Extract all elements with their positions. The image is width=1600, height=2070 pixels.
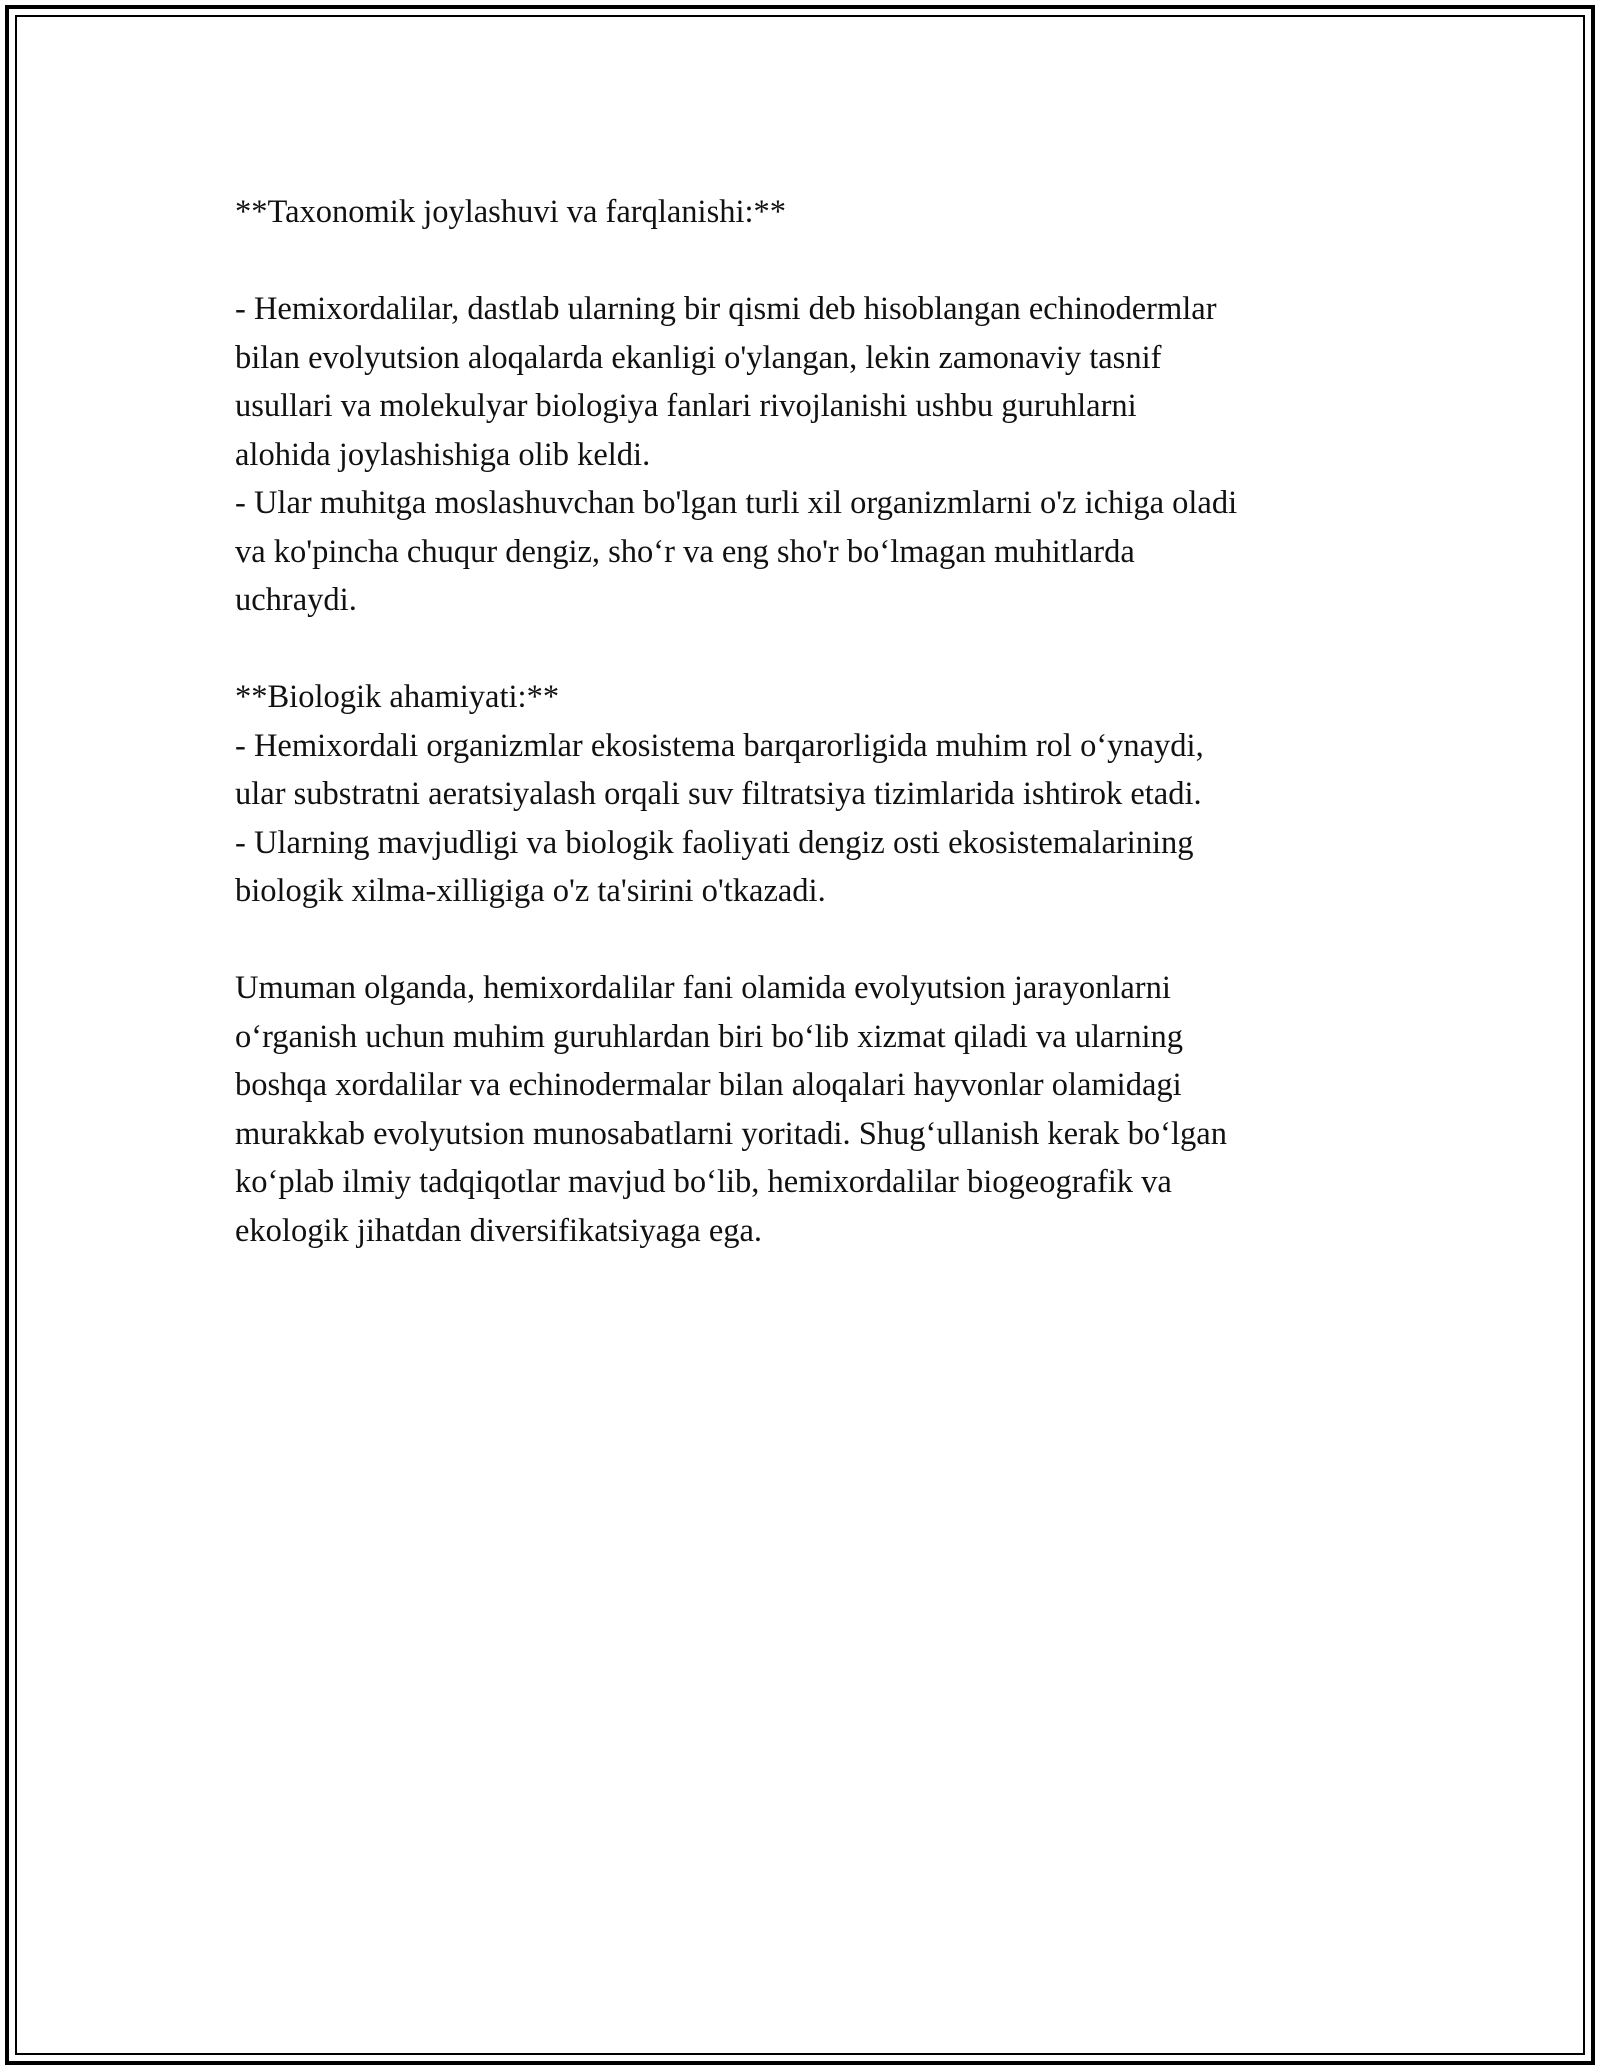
text-line: Umuman olganda, hemixordalilar fani olamida evolyutsion jarayonlarni bbox=[235, 970, 1171, 1006]
text-line: ko‘plab ilmiy tadqiqotlar mavjud bo‘lib, hemixordalilar biogeografik va bbox=[235, 1164, 1172, 1200]
text-line: - Hemixordali organizmlar ekosistema barqarorligida muhim rol o‘ynaydi, bbox=[235, 727, 1204, 764]
text-line: usullari va molekulyar biologiya fanlari rivojlanishi ushbu guruhlarni bbox=[235, 388, 1137, 424]
text-line: - Ular muhitga moslashuvchan bo'lgan turli xil organizmlarni o'z ichiga oladi bbox=[235, 485, 1238, 521]
section-heading-significance: **Biologik ahamiyati:** bbox=[235, 679, 560, 715]
document-body bbox=[235, 188, 1385, 1255]
blank-line bbox=[235, 916, 1385, 965]
text-line: - Ularning mavjudligi va biologik faoliyati dengiz osti ekosistemalarining bbox=[235, 824, 1194, 861]
text-line: murakkab evolyutsion munosabatlarni yoritadi. Shug‘ullanish kerak bo‘lgan bbox=[235, 1115, 1227, 1152]
text-line: boshqa xordalilar va echinodermalar bilan aloqalari hayvonlar olamidagi bbox=[235, 1067, 1182, 1103]
section-heading-taxonomy: **Taxonomik joylashuvi va farqlanishi:** bbox=[235, 194, 787, 230]
text-line: - Hemixordalilar, dastlab ularning bir qismi deb hisoblangan echinodermlar bbox=[235, 291, 1217, 327]
text-line: ekologik jihatdan diversifikatsiyaga ega. bbox=[235, 1212, 763, 1249]
text-line: biologik xilma-xilligiga o'z ta'sirini o'tkazadi. bbox=[235, 873, 826, 909]
text-line: uchraydi. bbox=[235, 582, 357, 618]
blank-line bbox=[235, 625, 1385, 674]
text-line: va ko'pincha chuqur dengiz, sho‘r va eng sho'r bo‘lmagan muhitlarda bbox=[235, 533, 1135, 570]
blank-line bbox=[235, 237, 1385, 286]
text-line: o‘rganish uchun muhim guruhlardan biri bo‘lib xizmat qiladi va ularning bbox=[235, 1018, 1184, 1055]
text-line: bilan evolyutsion aloqalarda ekanligi o'ylangan, lekin zamonaviy tasnif bbox=[235, 339, 1162, 376]
text-line: ular substratni aeratsiyalash orqali suv filtratsiya tizimlarida ishtirok etadi. bbox=[235, 776, 1202, 812]
text-line: alohida joylashishiga olib keldi. bbox=[235, 436, 651, 473]
